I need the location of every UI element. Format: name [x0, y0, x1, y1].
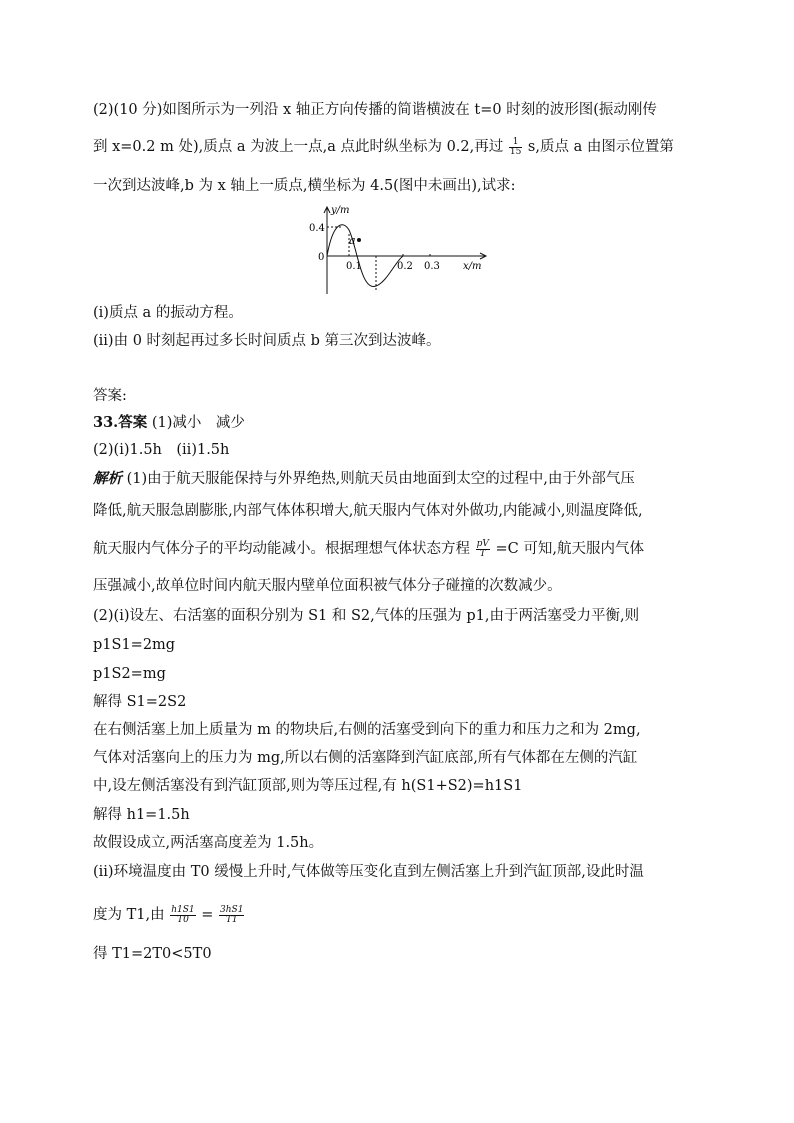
analysis-line-11-start: 度为 T1,由 — [93, 907, 165, 923]
x-axis-label: x/m — [463, 261, 482, 272]
equation-1: p1S1=2mg — [93, 637, 176, 653]
problem-line-3: 一次到达波峰,b 为 x 轴上一质点,横坐标为 4.5(图中未画出),试求: — [93, 178, 516, 194]
analysis-line-3 — [93, 539, 644, 559]
result-1: 解得 S1=2S2 — [93, 694, 187, 710]
x-tick-label-3: 0.3 — [424, 261, 440, 272]
problem-line-2 — [93, 137, 674, 157]
y-axis-label: y/m — [331, 205, 350, 216]
temp-fraction-2 — [219, 906, 244, 925]
equals-sign: = — [201, 907, 214, 923]
question-2: (ⅱ)由 0 时刻起再过多长时间质点 b 第三次到达波峰。 — [93, 333, 441, 349]
x-tick-label-2: 0.2 — [397, 261, 413, 272]
answer-line-2: (2)(ⅰ)1.5h (ⅱ)1.5h — [93, 442, 230, 458]
analysis-line-11 — [93, 905, 245, 925]
time-fraction-denominator: 15 — [509, 146, 522, 157]
analysis-line-10: (ⅱ)环境温度由 T0 缓慢上升时,气体做等压变化直到左侧活塞上升到汽缸顶部,设此时温 — [93, 864, 644, 880]
analysis-tag: 解析 — [93, 470, 122, 487]
analysis-line-4: 压强减小,故单位时间内航天服内壁单位面积被气体分子碰撞的次数减少。 — [93, 578, 562, 594]
analysis-line-2: 降低,航天服急剧膨胀,内部气体体积增大,航天服内气体对外做功,内能减小,则温度降低, — [93, 503, 643, 519]
y-tick-label: 0.4 — [309, 223, 325, 234]
temp-fraction-2-denominator: T1 — [225, 914, 238, 925]
time-fraction — [509, 138, 522, 157]
final-result: 得 T1=2T0<5T0 — [93, 946, 212, 962]
temp-fraction-2-numerator: 3hS1 — [220, 904, 244, 915]
analysis-line-3-end: =C 可知,航天服内气体 — [495, 541, 644, 557]
problem-line-2-end: s,质点 a 由图示位置第 — [527, 139, 674, 155]
temp-fraction-1-denominator: T0 — [177, 914, 189, 925]
equation-2: p1S2=mg — [93, 666, 166, 682]
gas-law-numerator: pV — [476, 538, 489, 549]
point-a-dot — [357, 238, 361, 242]
analysis-line-9: 故假设成立,两活塞高度差为 1.5h。 — [93, 835, 324, 851]
analysis-line-3-start: 航天服内气体分子的平均动能减小。根据理想气体状态方程 — [93, 541, 470, 557]
question-1: (ⅰ)质点 a 的振动方程。 — [93, 305, 243, 321]
problem-line-2-start: 到 x=0.2 m 处),质点 a 为波上一点,a 点此时纵坐标为 0.2,再过 — [93, 139, 504, 155]
analysis-line-1-text: (1)由于航天服能保持与外界绝热,则航天员由地面到太空的过程中,由于外部气压 — [126, 471, 635, 487]
analysis-line-5: (2)(ⅰ)设左、右活塞的面积分别为 S1 和 S2,气体的压强为 p1,由于两活塞受力平衡,则 — [93, 608, 640, 624]
analysis-line-7: 气体对活塞向上的压力为 mg,所以右侧的活塞降到汽缸底部,所有气体都在左侧的汽缸 — [93, 750, 638, 766]
gas-law-fraction — [476, 540, 490, 559]
problem-line-1: (2)(10 分)如图所示为一列沿 x 轴正方向传播的简谐横波在 t=0 时刻的波形图(振动刚传 — [93, 102, 657, 118]
gas-law-denominator: T — [479, 548, 486, 559]
wave-figure — [305, 202, 495, 296]
result-2: 解得 h1=1.5h — [93, 807, 190, 823]
answer-line-1-text: (1)减小 减少 — [151, 415, 245, 431]
point-a-label: a — [349, 234, 356, 247]
answer-line-1 — [93, 413, 245, 433]
origin-label: 0 — [318, 252, 325, 263]
temp-fraction-1-numerator: h1S1 — [171, 904, 195, 915]
x-tick-label-1: 0.1 — [346, 261, 362, 272]
answer-heading: 答案: — [93, 388, 127, 404]
analysis-line-6: 在右侧活塞上加上质量为 m 的物块后,右侧的活塞受到向下的重力和压力之和为 2mg, — [93, 722, 641, 738]
temp-fraction-1 — [170, 906, 195, 925]
answer-number: 33.答案 — [93, 414, 148, 431]
analysis-line-8: 中,设左侧活塞没有到汽缸顶部,则为等压过程,有 h(S1+S2)=h1S1 — [93, 778, 523, 794]
time-fraction-numerator: 1 — [509, 138, 522, 148]
analysis-line-1 — [93, 469, 635, 489]
